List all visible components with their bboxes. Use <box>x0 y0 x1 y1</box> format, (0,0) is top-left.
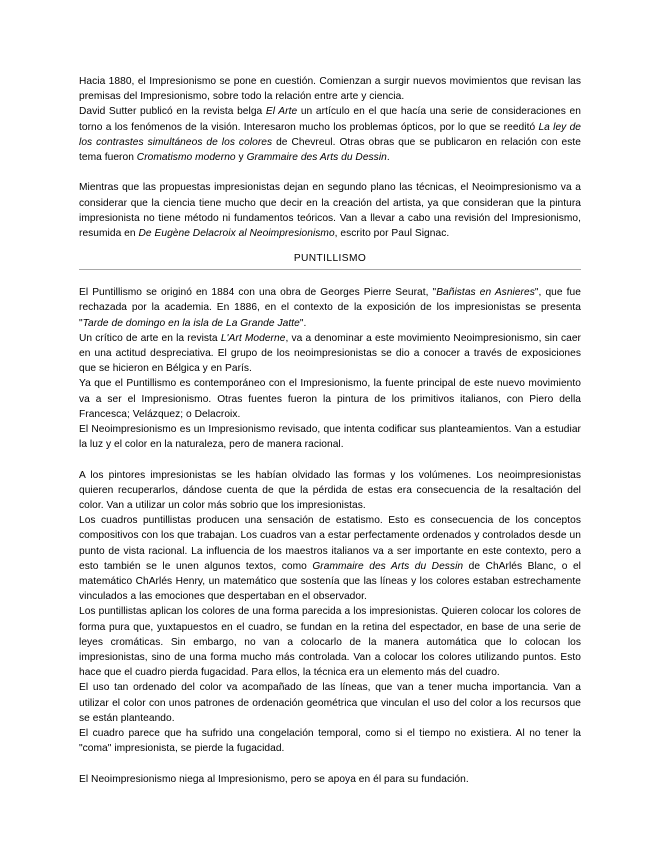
section-paragraph-2 <box>79 331 581 377</box>
italic-book-title: De Eugène Delacroix al Neoimpresionismo <box>138 228 335 240</box>
italic-journal-title: L'Art Moderne <box>220 332 286 344</box>
text-run: un artículo en el que hacía una serie de consideraciones en torno a los fenómenos de la visión. Interesaron mucho los problemas ópticos, por lo que se reeditó <box>79 106 581 133</box>
italic-book-title: Grammaire des Arts du Dessin <box>246 152 387 164</box>
italic-book-title: La ley de los contrastes simultáneos de los colores <box>79 121 582 148</box>
text-run: Los cuadros puntillistas producen una sensación de estatismo. Esto es consecuencia de los conceptos compositivos con los que trabajan. Los cuadros van a estar perfectamente ordenados y controlados desde un punto de vista racional. La influencia de los maestros italianos va a ser importante en este contexto, pero a esto también se le unen algunos textos, como <box>79 515 581 572</box>
text-run: y <box>235 152 247 164</box>
text-run: de ChArlés Blanc, o el matemático ChArlés Henry, un matemático que sostenía que las líneas y los colores estaban estrechamente vinculados a las emociones que despertaban en el observador. <box>79 560 581 603</box>
section-paragraph-6 <box>79 513 581 604</box>
section-title: PUNTILLISMO <box>293 253 367 265</box>
italic-book-title: Cromatismo moderno <box>136 152 236 164</box>
text-run: . <box>386 152 390 164</box>
italic-artwork-title: Tarde de domingo en la isla de La Grande Jatte <box>82 317 300 329</box>
section-paragraph-5: A los pintores impresionistas se les habían olvidado las formas y los volúmenes. Los neoimpresionistas quieren recuperarlos, dándose cuenta de que la pérdida de estas era consecuencia de la resaltación del color. Van a utilizar un color más sobrio que los impresionistas. <box>79 469 581 512</box>
section-paragraph-4: El Neoimpresionismo es un Impresionismo revisado, que intenta codificar sus planteamientos. Van a estudiar la luz y el color en la naturaleza, pero de manera racional. <box>79 424 581 451</box>
section-divider <box>79 269 581 270</box>
section-paragraph-1 <box>79 285 581 331</box>
intro-paragraph-2 <box>79 104 581 165</box>
section-paragraph-7: Los puntillistas aplican los colores de una forma parecida a los impresionistas. Quieren colocar los colores de forma pura que, yuxtapuestos en el cuadro, se fundan en la retina del espectador, en base de una serie de leyes cromáticas. Sin embargo, no van a colocarlo de la manera automática que lo colocan los impresionistas, sino de una forma mucho más controlada. Van a colocar los colores utilizando puntos. Esto hace que el cuadro pierda fugacidad. Para ellos, la técnica era un elemento más del cuadro. <box>79 606 581 679</box>
section-paragraph-10: El Neoimpresionismo niega al Impresionismo, pero se apoya en él para su fundación. <box>79 773 469 785</box>
italic-artwork-title: Bañistas en Asnieres <box>436 287 535 299</box>
section-paragraph-9: El cuadro parece que ha sufrido una congelación temporal, como si el tiempo no existiera. Al no tener la "coma" impresionista, se pierde la fugacidad. <box>79 728 581 755</box>
text-run: Mientras que las propuestas impresionistas dejan en segundo plano las técnicas, el Neoimpresionismo va a considerar que la ciencia tiene mucho que decir en la creación del artista, ya que consideran que la pintura impresionista no tiene método ni fundamentos teóricos. Van a llevar a cabo una revisión del Impresionismo, resumida en <box>79 182 581 240</box>
intro-paragraph-3 <box>79 180 581 241</box>
text-run: , va a denominar a este movimiento Neoimpresionismo, sin caer en una actitud despreciativa. El grupo de los neoimpresionistas se dio a conocer a través de exposiciones que se hicieron en Bélgica y en París. <box>79 332 581 375</box>
text-run: David Sutter publicó en la revista belga <box>79 106 266 118</box>
document-body <box>79 74 581 787</box>
text-run: ". <box>299 317 307 329</box>
text-run: El Puntillismo se originó en 1884 con una obra de Georges Pierre Seurat, " <box>79 287 437 299</box>
text-run: ", que fue rechazada por la academia. En 1886, en el contexto de la exposición de los impresionistas se presenta " <box>79 287 581 329</box>
text-run: , escrito por Paul Signac. <box>334 228 450 240</box>
italic-journal-title: El Arte <box>265 106 298 118</box>
text-run: de Chevreul. Otras obras que se publicaron en relación con este tema fueron <box>79 136 581 164</box>
section-paragraph-3: Ya que el Puntillismo es contemporáneo con el Impresionismo, la fuente principal de este nuevo movimiento va a ser el Impresionismo. Otras fuentes fueron la pintura de los primitivos italianos, con Piero della Francesca; Velázquez; o Delacroix. <box>79 378 581 420</box>
italic-book-title: Grammaire des Arts du Dessin <box>312 560 464 572</box>
intro-paragraph-1: Hacia 1880, el Impresionismo se pone en cuestión. Comienzan a surgir nuevos movimientos que revisan las premisas del Impresionismo, sobre todo la relación entre arte y ciencia. <box>79 76 581 103</box>
section-paragraph-8: El uso tan ordenado del color va acompañado de las líneas, que van a tener mucha importancia. Van a utilizar el color con unos patrones de ordenación geométrica que vinculan el uso del color a los recursos que se están planteando. <box>79 682 581 724</box>
text-run: Un crítico de arte en la revista <box>79 332 221 344</box>
